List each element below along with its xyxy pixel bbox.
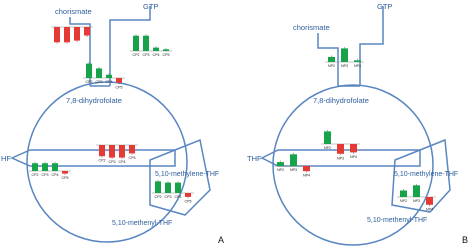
panel-a-dhf-label: 7,8-dihydrofolate — [66, 96, 122, 105]
panel-b-pathway — [262, 6, 450, 245]
panel-a-pathway — [12, 6, 210, 242]
up-bar — [32, 163, 38, 171]
bar-tick-label: CP3 — [142, 53, 150, 57]
panel-a-letter: A — [218, 235, 225, 245]
bar-tick-label: NP3 — [337, 156, 344, 161]
up-bar — [328, 57, 335, 62]
up-bar — [163, 49, 169, 51]
bar-tick-label: CP3 — [95, 80, 103, 84]
bar-tick-label: CP2 — [85, 80, 93, 84]
panel-b-gtp-label: GTP — [377, 2, 393, 11]
panel-a-thf-label: HF — [1, 154, 11, 163]
down-bar — [185, 193, 191, 197]
up-bar — [413, 185, 420, 197]
panel-a-bars-left-thf — [29, 162, 71, 180]
panel-a-methenyl-label: 5,10-methenyl-THF — [112, 220, 173, 227]
up-bar — [133, 36, 139, 51]
bar-tick-label: CP2 — [98, 158, 106, 163]
bar-tick-label: CP5 — [61, 176, 69, 181]
bar-tick-label: CP2 — [154, 195, 162, 199]
up-bar — [155, 181, 161, 193]
down-bar — [62, 171, 68, 174]
panel-a — [1, 2, 224, 245]
up-bar — [290, 154, 297, 166]
up-bar — [96, 68, 102, 78]
down-bar — [64, 27, 70, 42]
panel-b-chorismate-arrow — [318, 33, 338, 58]
bar-tick-label: NP4 — [350, 154, 357, 159]
bar-tick-label: CP5 — [184, 199, 192, 204]
panel-b-letter: B — [462, 235, 469, 245]
bar-tick-label: NP3 — [290, 168, 297, 172]
panel-b-methenyl-label: 5,10-methenyl-THF — [367, 217, 428, 224]
panel-a-chorismate-label: chorismate — [55, 7, 92, 16]
down-bar — [119, 145, 125, 158]
up-bar — [52, 163, 58, 171]
bar-tick-label: NP4 — [354, 64, 361, 68]
bar-tick-label: NP2 — [277, 168, 284, 172]
panel-b-gtp-arrow — [360, 6, 383, 58]
panel-b-dhf-label: 7,8-dihydrofolate — [313, 96, 369, 105]
panel-b-methylene-label: 5,10-methylene-THF — [394, 171, 459, 178]
down-bar — [84, 27, 90, 36]
up-bar — [175, 183, 181, 193]
up-bar — [341, 48, 348, 62]
bar-tick-label: CP4 — [118, 160, 126, 165]
panel-b — [247, 2, 468, 245]
bar-tick-label: CP3 — [41, 173, 49, 177]
up-bar — [106, 75, 112, 78]
panel-b-chorismate-label: chorismate — [293, 23, 330, 32]
up-bar — [354, 60, 361, 62]
bar-tick-label: CP3 — [164, 195, 172, 199]
bar-tick-label: CP4 — [51, 173, 59, 177]
up-bar — [86, 64, 92, 78]
bar-tick-label: NP2 — [328, 64, 335, 68]
down-bar — [426, 197, 433, 205]
bar-tick-label: NP2 — [324, 146, 331, 150]
bar-tick-label: NP2 — [400, 199, 407, 203]
panel-a-bars-right-box — [152, 180, 194, 204]
up-bar — [165, 183, 171, 193]
down-bar — [303, 166, 310, 171]
bar-tick-label: NP4 — [426, 207, 433, 212]
bar-tick-label: CP5 — [115, 85, 123, 90]
down-bar — [109, 145, 115, 158]
bar-tick-label: NP4 — [303, 173, 310, 178]
up-bar — [324, 131, 331, 144]
bar-tick-label: CP4 — [152, 53, 160, 57]
panel-a-methylene-label: 5,10-methylene-THF — [155, 171, 220, 178]
up-bar — [42, 163, 48, 171]
down-bar — [74, 27, 80, 41]
panel-b-bars-center — [321, 130, 360, 160]
up-bar — [400, 191, 407, 198]
bar-tick-label: CP5 — [128, 155, 136, 160]
panel-a-bars-top-left — [51, 27, 93, 44]
bar-tick-label: CP4 — [105, 80, 113, 84]
down-bar — [129, 145, 135, 153]
down-bar — [99, 145, 105, 156]
panel-a-bars-top-right — [130, 34, 172, 57]
up-bar — [143, 36, 149, 51]
down-bar — [337, 144, 344, 154]
panel-a-gtp-label: GTP — [143, 2, 159, 11]
up-bar — [153, 48, 159, 51]
bar-tick-label: CP4 — [174, 195, 182, 199]
panel-a-cycle-circle — [27, 82, 187, 242]
down-bar — [116, 78, 122, 83]
bar-tick-label: NP3 — [413, 199, 420, 203]
bar-tick-label: CP2 — [31, 173, 39, 177]
panel-a-bars-center-red — [96, 145, 138, 164]
panel-b-bars-top — [325, 47, 364, 68]
up-bar — [277, 162, 284, 166]
bar-tick-label: CP5 — [162, 53, 170, 57]
bar-tick-label: NP3 — [341, 64, 348, 68]
down-bar — [54, 27, 60, 42]
bar-tick-label: CP3 — [108, 160, 116, 165]
panel-b-thf-label: THF — [247, 154, 262, 163]
bar-tick-label: CP2 — [132, 53, 140, 57]
down-bar — [350, 144, 357, 152]
